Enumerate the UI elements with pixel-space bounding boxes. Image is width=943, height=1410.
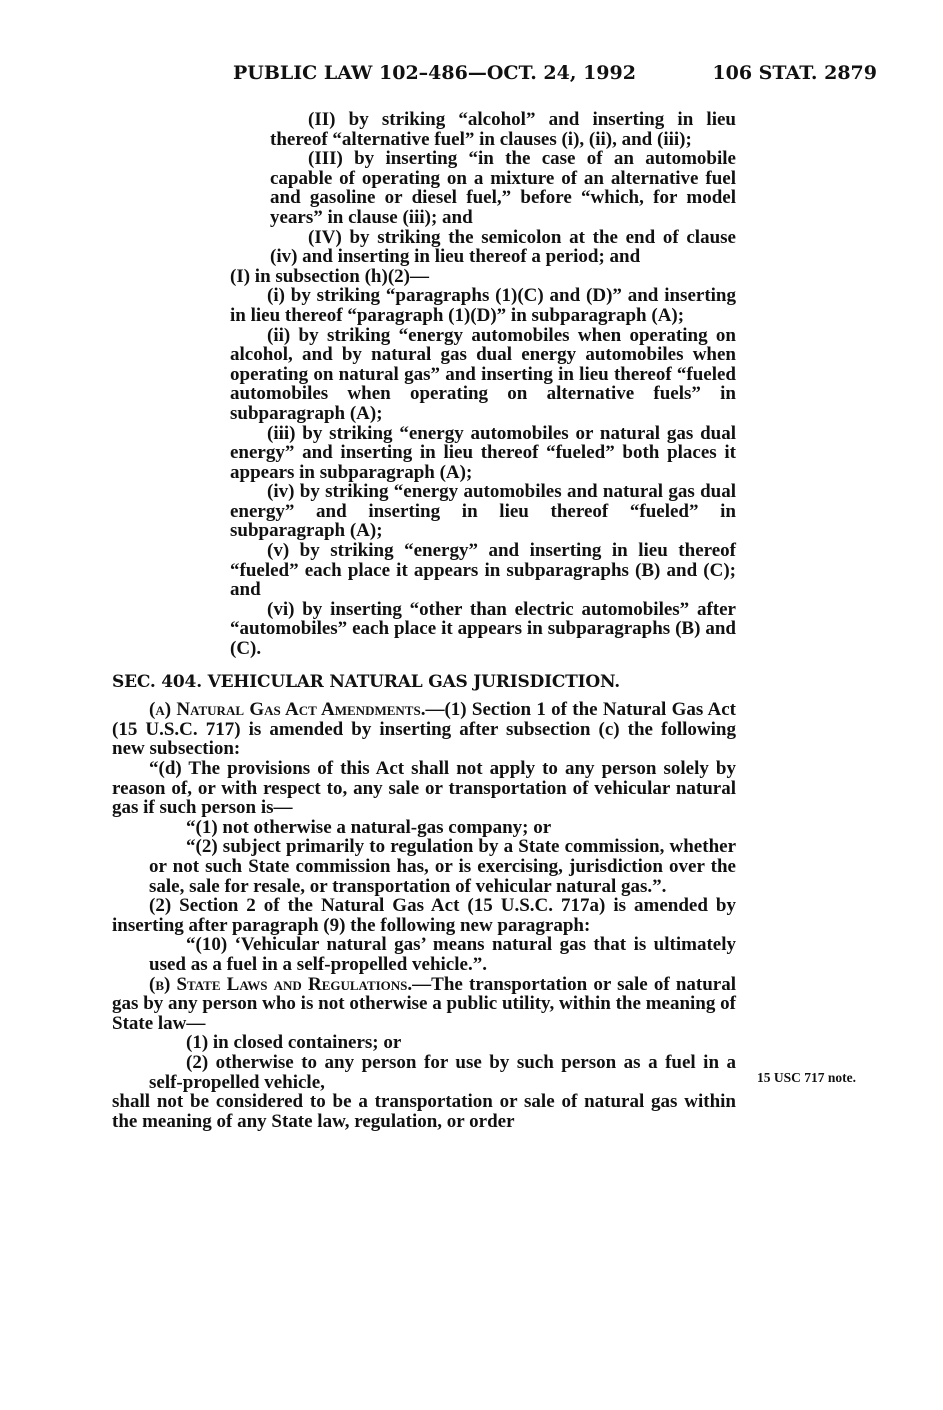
- subsection-a: [112, 700, 736, 759]
- subsection-a-text: —(1) Section 1 of the Natural Gas Act (15 U.S.C. 717) is amended by inserting after subsection (c) the following new subsection:: [112, 699, 736, 760]
- quoted-subsection-d: “(d) The provisions of this Act shall not apply to any person solely by reason of, or with respect to, any sale or transportation of vehicular natural gas if such person is—: [112, 758, 736, 819]
- clause-III: (III) by inserting “in the case of an automobile capable of operating on a mixture of an alternative fuel and gasoline or diesel fuel,” before “which, for model years” in clause (iii); and: [270, 148, 736, 228]
- quoted-paragraph-10: “(10) ‘Vehicular natural gas’ means natural gas that is ultimately used as a fuel in a self-propelled vehicle.”.: [149, 934, 736, 975]
- item-v: (v) by striking “energy” and inserting in lieu thereof “fueled” each place it appears in subparagraphs (B) and (C); and: [230, 540, 736, 601]
- statute-body: [112, 110, 736, 1131]
- item-i: (i) by striking “paragraphs (1)(C) and (D)” and inserting in lieu thereof “paragraph (1)(D)” in subparagraph (A);: [230, 285, 736, 326]
- item-vi: (vi) by inserting “other than electric automobiles” after “automobiles” each place it appears in subparagraphs (B) and (C).: [230, 598, 736, 660]
- item-iv: (iv) by striking “energy automobiles and natural gas dual energy” and inserting in lieu thereof “fueled” in subparagraph (A);: [230, 481, 736, 542]
- subsection-b-paragraph-2: (2) otherwise to any person for use by such person as a fuel in a self-propelled vehicle,: [149, 1051, 736, 1093]
- running-header-title: PUBLIC LAW 102–486—OCT. 24, 1992: [233, 62, 636, 84]
- section-heading: SEC. 404. VEHICULAR NATURAL GAS JURISDICTION.: [112, 671, 620, 692]
- subsection-b-conclusion: shall not be considered to be a transportation or sale of natural gas within the meaning of any State law, regulation, or order: [112, 1091, 736, 1132]
- subsection-I: (I) in subsection (h)(2)—: [230, 265, 429, 287]
- margin-citation-note: 15 USC 717 note.: [757, 1070, 857, 1085]
- paragraph-2: (2) Section 2 of the Natural Gas Act (15 U.S.C. 717a) is amended by inserting after paragraph (9) the following new paragraph:: [112, 895, 736, 936]
- item-iii: (iii) by striking “energy automobiles or natural gas dual energy” and inserting in lieu thereof “fueled” both places it appears in subparagraph (A);: [230, 422, 736, 483]
- subsection-b: [112, 975, 736, 1034]
- subsection-b-text: —The transportation or sale of natural gas by any person who is not otherwise a public utility, within the meaning of State law—: [112, 973, 736, 1034]
- quoted-paragraph-2: “(2) subject primarily to regulation by a State commission, whether or not such State commission has, or is exercising, jurisdiction over the sale, sale for resale, or transportation of vehicular natural gas.”.: [149, 836, 736, 897]
- clause-II: (II) by striking “alcohol” and inserting in lieu thereof “alternative fuel” in clauses (i), (ii), and (iii);: [270, 109, 736, 150]
- running-header-stat-page: 106 STAT. 2879: [712, 62, 877, 84]
- subsection-b-label: (b) State Laws and Regulations.: [149, 973, 413, 995]
- clause-IV: (IV) by striking the semicolon at the end of clause (iv) and inserting in lieu thereof a period; and: [270, 226, 736, 268]
- item-ii: (ii) by striking “energy automobiles when operating on alcohol, and by natural gas dual energy automobiles when operating on natural gas” and inserting in lieu thereof “fueled automobiles when operating on alternative fuels” in subparagraph (A);: [230, 324, 736, 424]
- subsection-a-label: (a) Natural Gas Act Amendments.: [149, 699, 426, 721]
- subsection-b-paragraph-1: (1) in closed containers; or: [186, 1032, 402, 1054]
- quoted-paragraph-1: “(1) not otherwise a natural-gas company; or: [186, 816, 552, 838]
